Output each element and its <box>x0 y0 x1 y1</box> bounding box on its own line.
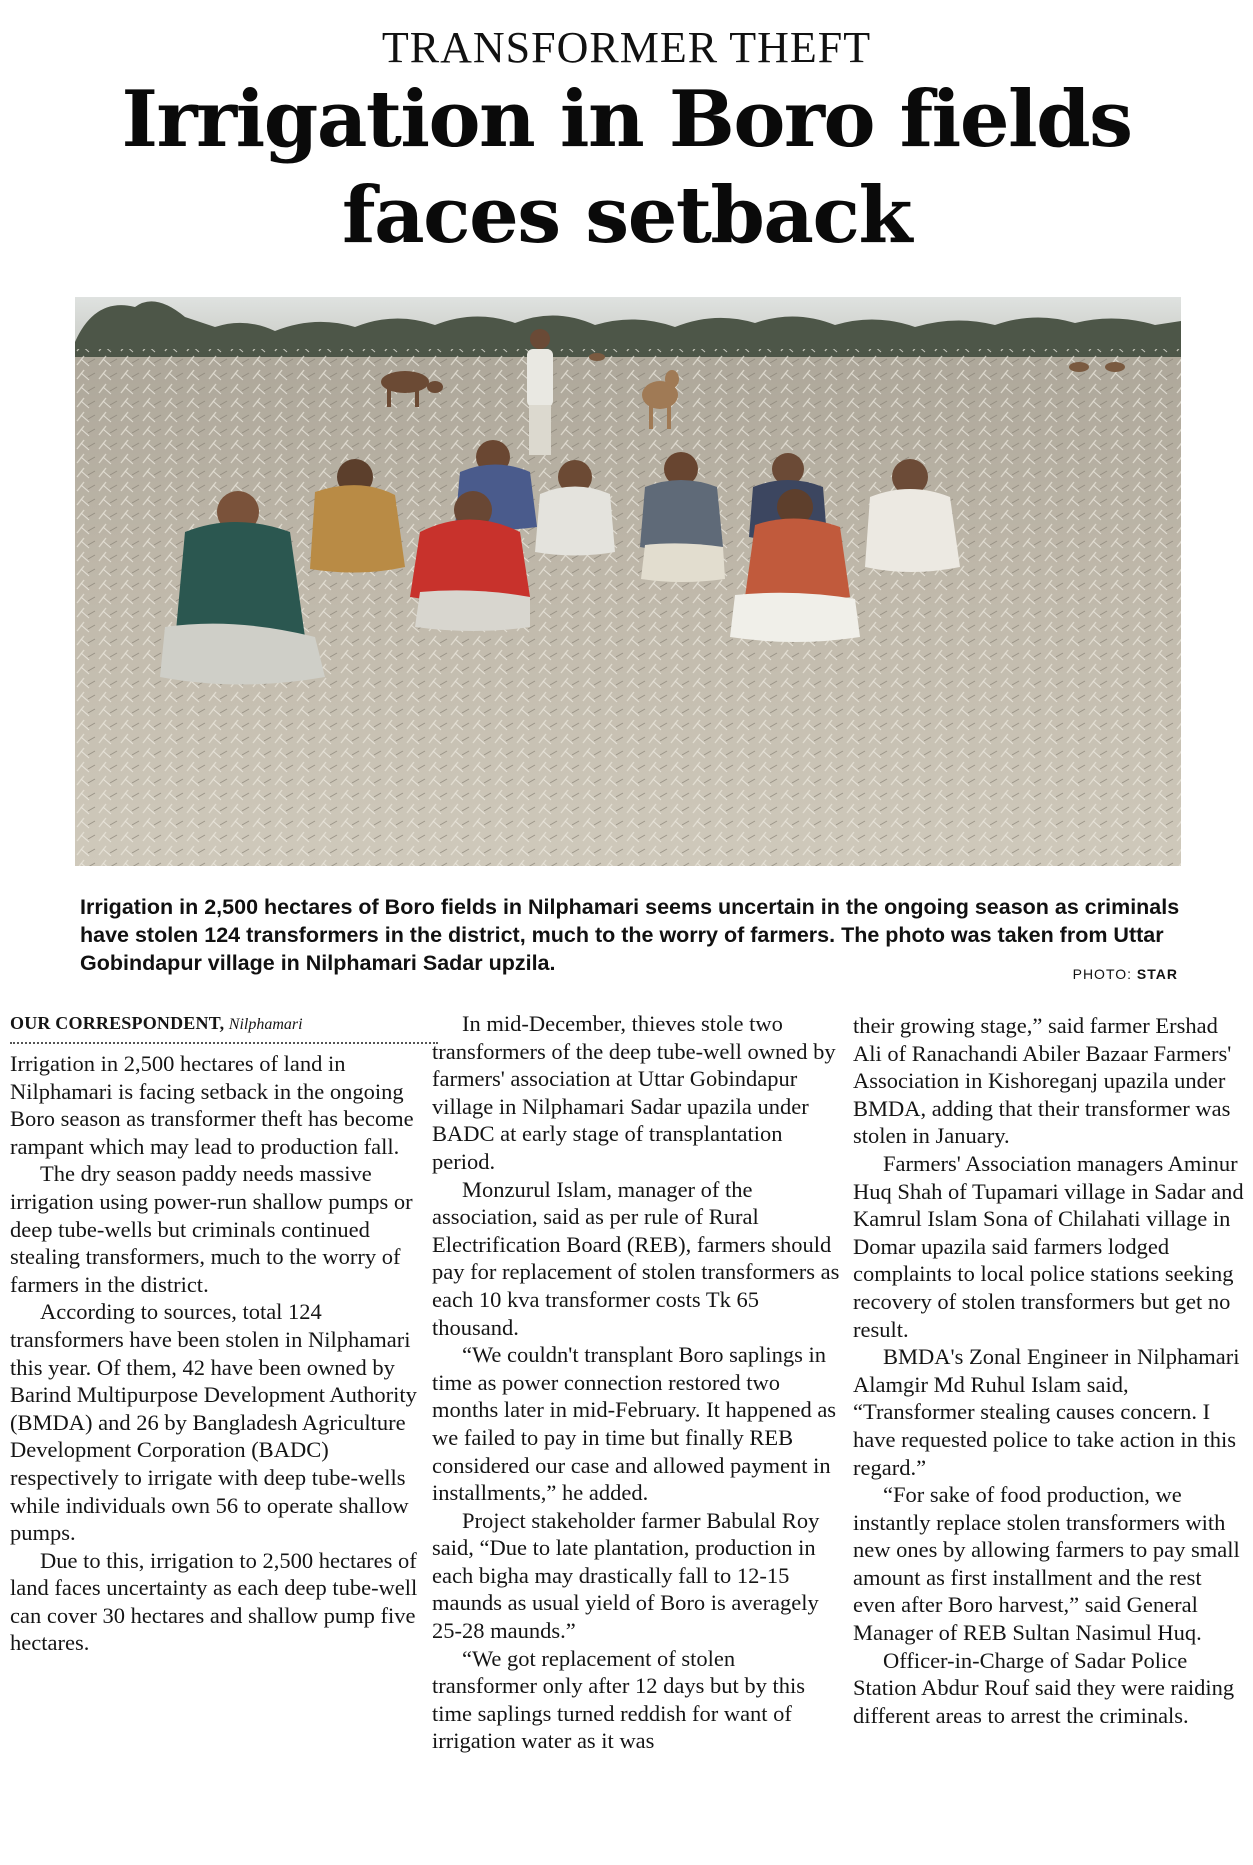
paragraph: The dry season paddy needs massive irrigation using power-run shallow pumps or deep tube-wells but criminals continued stealing transformers, much to the worry of farmers in the district. <box>10 1161 413 1297</box>
byline-name: OUR CORRESPONDENT, <box>10 1013 225 1033</box>
paragraph: According to sources, total 124 transformers have been stolen in Nilphamari this year. Of them, 42 have been owned by Barind Multipurpose Development Authority (BMDA) and 26 by Bangladesh Agriculture Development Corporation (BADC) respectively to irrigate with deep tube-wells while individuals own 56 to operate shallow pumps. <box>10 1299 417 1546</box>
paragraph: “We couldn't transplant Boro saplings in time as power connection restored two months later in mid-February. It happened as we failed to pay in time but finally REB considered our case and allowed payment in installments,” he added. <box>432 1342 837 1506</box>
paragraph: Officer-in-Charge of Sadar Police Station Abdur Rouf said they were raiding different areas to arrest the criminals. <box>853 1647 1235 1728</box>
article-column-1 <box>10 1012 420 1657</box>
paragraph: Due to this, irrigation to 2,500 hectares of land faces uncertainty as each deep tube-well can cover 30 hectares and shallow pump five hectares. <box>10 1547 418 1656</box>
paragraph: Project stakeholder farmer Babulal Roy said, “Due to late plantation, production in each bigha may drastically fall to 12-15 maunds as usual yield of Boro is averagely 25-28 maunds.” <box>432 1507 820 1644</box>
article-column-2 <box>432 1010 840 1755</box>
byline <box>10 1012 420 1036</box>
kicker: TRANSFORMER THEFT <box>381 23 872 72</box>
headline <box>0 72 1253 264</box>
headline-line-1: Irrigation in Boro fields <box>121 74 1132 165</box>
byline-place: Nilphamari <box>228 1016 303 1033</box>
headline-line-2: faces setback <box>342 170 911 261</box>
paragraph: Irrigation in 2,500 hectares of land in Nilphamari is facing setback in the ongoing Boro season as transformer theft has become rampant which may lead to production fall. <box>10 1051 414 1159</box>
farmers-field-photo <box>75 297 1181 866</box>
photo-caption <box>76 893 1186 977</box>
photo-credit <box>1073 966 1178 982</box>
paragraph: “For sake of food production, we instantly replace stolen transformers with new ones by allowing farmers to pay small amount as first installment and the rest even after Boro harvest,” said General Manager of REB Sultan Nasimul Huq. <box>853 1482 1240 1646</box>
paragraph: In mid-December, thieves stole two transformers of the deep tube-well owned by farmers' association at Uttar Gobindapur village in Nilphamari Sadar upazila under BADC at early stage of transplantation period. <box>432 1011 836 1174</box>
paragraph: Monzurul Islam, manager of the association, said as per rule of Rural Electrification Board (REB), farmers should pay for replacement of stolen transformers as each 10 kva transformer costs Tk 65 thousand. <box>432 1176 840 1340</box>
byline-divider <box>10 1042 438 1044</box>
credit-source: STAR <box>1136 966 1178 982</box>
caption-text: Irrigation in 2,500 hectares of Boro fields in Nilphamari seems uncertain in the ongoing season as criminals have stolen 124 transformers in the district, much to the worry of farmers. The photo was taken from Uttar Gobindapur village in Nilphamari Sadar upzila. <box>80 895 1180 975</box>
article-column-3 <box>853 1012 1248 1729</box>
paragraph: Farmers' Association managers Aminur Huq Shah of Tupamari village in Sadar and Kamrul Islam Sona of Chilahati village in Domar upazila said farmers lodged complaints to local police stations seeking recovery of stolen transformers but get no result. <box>853 1150 1244 1342</box>
paragraph: “We got replacement of stolen transformer only after 12 days but by this time saplings turned reddish for want of irrigation water as it was <box>432 1645 806 1754</box>
paragraph: BMDA's Zonal Engineer in Nilphamari Alamgir Md Ruhul Islam said, “Transformer stealing causes concern. I have requested police to take action in this regard.” <box>853 1344 1240 1480</box>
paragraph: their growing stage,” said farmer Ershad Ali of Ranachandi Abiler Bazaar Farmers' Association in Kishoreganj upazila under BMDA, adding that their transformer was stolen in January. <box>853 1013 1232 1149</box>
credit-label: PHOTO: <box>1072 966 1133 982</box>
